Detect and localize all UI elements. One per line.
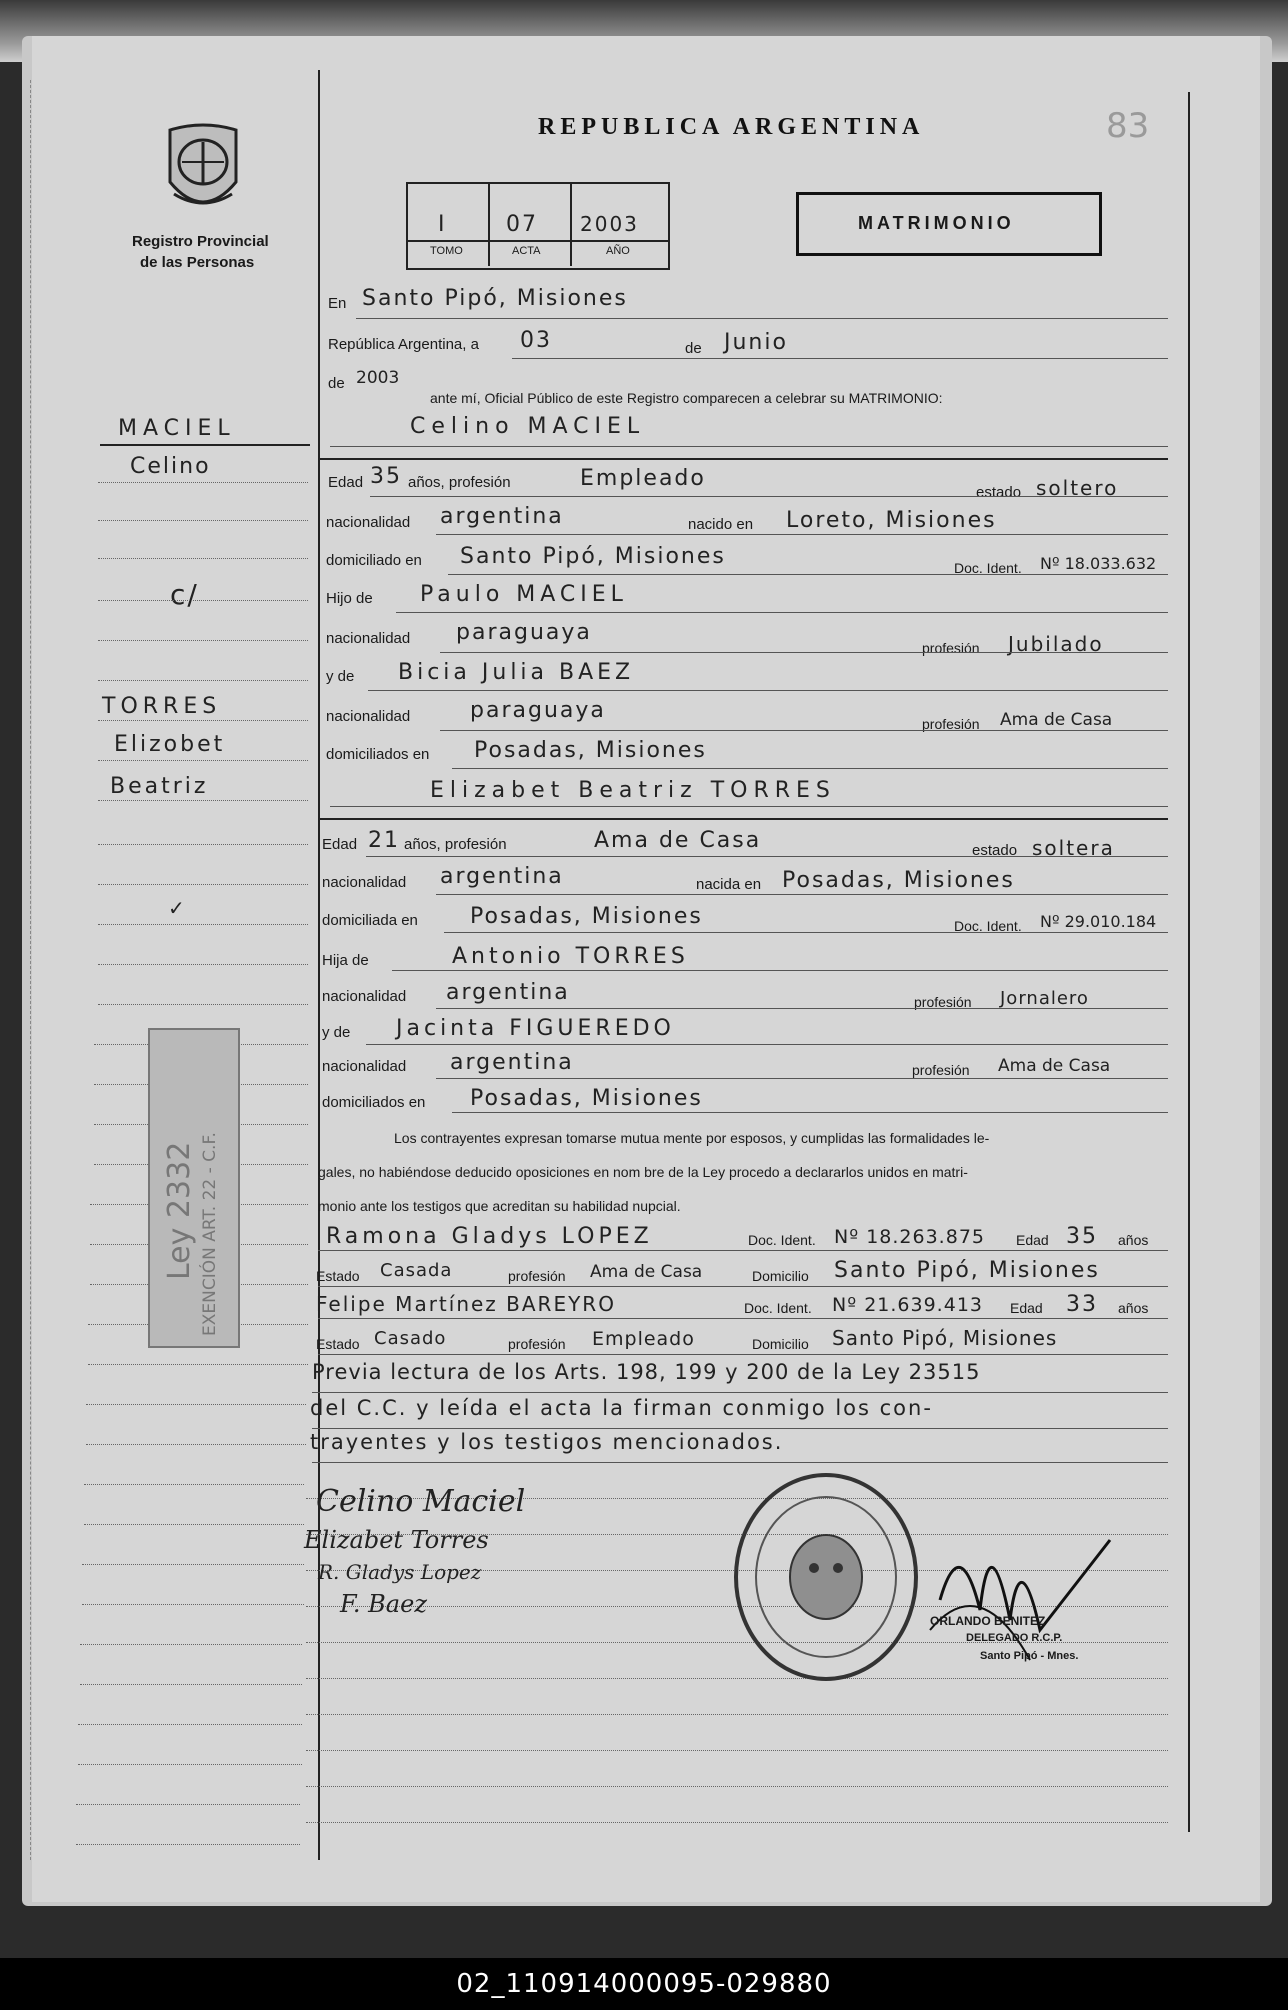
day-value: 03: [520, 328, 552, 353]
ano-value: 2003: [580, 212, 639, 236]
margin-groom-surname: MACIEL: [118, 416, 236, 441]
margin-line-0: [100, 444, 310, 446]
margin-line-5: [98, 640, 308, 641]
bride-birthplace: Posadas, Misiones: [782, 868, 1015, 893]
bride-age: 21: [368, 828, 400, 853]
witness2-civil-status: Casado: [374, 1328, 447, 1349]
margin-line-8: [98, 760, 308, 761]
witness1-name: Ramona Gladys LOPEZ: [326, 1224, 653, 1249]
bride-anos-prof-label: años, profesión: [404, 836, 507, 853]
binding-stitch: [30, 80, 32, 1860]
bride-full-name: Elizabet Beatriz TORRES: [430, 778, 836, 803]
official-round-stamp: [730, 1470, 922, 1684]
groom-mother-nationality: paraguaya: [470, 698, 606, 723]
declaration-line-1: Los contrayentes expresan tomarse mutua mente por esposos, y cumplidas las formalidades le-: [394, 1130, 990, 1146]
margin-bride-name-2: Beatriz: [110, 774, 209, 799]
margin-line-26: [84, 1484, 304, 1485]
witness1-doc-label: Doc. Ident.: [748, 1232, 816, 1248]
witness1-row2-line: [318, 1286, 1168, 1287]
republic-title: REPUBLICA ARGENTINA: [538, 114, 925, 140]
bride-doc-label: Doc. Ident.: [954, 918, 1022, 934]
bride-nacida-label: nacida en: [696, 876, 762, 893]
groom-yde-label: y de: [326, 668, 355, 685]
bride-row3-line: [444, 932, 1168, 933]
groom-mother-nat-label: nacionalidad: [326, 708, 411, 725]
bride-yde-label: y de: [322, 1024, 351, 1041]
act-table-divider-2: [570, 182, 572, 266]
bride-name-line: [330, 806, 1168, 807]
registry-line-2: de las Personas: [140, 254, 255, 271]
groom-father-profession: Jubilado: [1008, 632, 1104, 656]
groom-parents-dom-label: domiciliados en: [326, 746, 430, 763]
margin-line-14: [98, 1004, 308, 1005]
round-stamp-icon: [730, 1470, 922, 1684]
witness1-anos-label: años: [1118, 1232, 1149, 1248]
appear-statement: ante mí, Oficial Público de este Registro comparecen a celebrar su MATRIMONIO:: [430, 390, 943, 406]
groom-row4-line: [396, 612, 1168, 613]
bride-estado-label: estado: [972, 842, 1018, 859]
bride-doc: Nº 29.010.184: [1040, 912, 1157, 931]
witness2-anos-label: años: [1118, 1300, 1149, 1316]
groom-father: Paulo MACIEL: [420, 582, 628, 607]
registry-line-1: Registro Provincial: [132, 233, 269, 250]
tomo-label: TOMO: [430, 245, 463, 257]
bride-nac-label: nacionalidad: [322, 874, 407, 891]
en-label: En: [328, 295, 347, 312]
witness2-domicile: Santo Pipó, Misiones: [832, 1326, 1058, 1350]
exemption-stamp-line-1: Ley 2332: [162, 1141, 197, 1280]
margin-line-12: [98, 924, 308, 925]
left-margin-rule: [318, 70, 320, 1860]
margin-line-23: [88, 1364, 308, 1365]
margin-bride-surname: TORRES: [102, 694, 222, 719]
groom-domicile: Santo Pipó, Misiones: [460, 544, 726, 569]
margin-connector: c/: [170, 578, 199, 611]
closing-row1-line: [312, 1392, 1168, 1393]
acta-label: ACTA: [512, 245, 541, 257]
official-title: DELEGADO R.C.P.: [966, 1632, 1063, 1644]
margin-bride-name-1: Elizobet: [114, 732, 226, 757]
bride-mother-prof-label: profesión: [912, 1062, 970, 1078]
groom-nationality: argentina: [440, 504, 564, 529]
groom-mother: Bicia Julia BAEZ: [398, 660, 635, 685]
witness2-name: Felipe Martínez BAREYRO: [316, 1292, 616, 1316]
ano-label: AÑO: [606, 245, 630, 257]
margin-line-24: [86, 1404, 306, 1405]
bride-parents-domicile: Posadas, Misiones: [470, 1086, 703, 1111]
margin-line-10: [98, 844, 308, 845]
bride-nationality: argentina: [440, 864, 564, 889]
act-type-label: MATRIMONIO: [858, 213, 1015, 233]
witness1-estado-label: Estado: [316, 1268, 360, 1284]
margin-line-25: [86, 1444, 306, 1445]
groom-mother-prof-label: profesión: [922, 716, 980, 732]
groom-row3-line: [448, 574, 1168, 575]
exemption-stamp-line-2: EXENCIÓN ART. 22 - C.F.: [200, 1132, 220, 1336]
groom-row7-line: [440, 730, 1168, 731]
registry-seal: [160, 122, 246, 218]
seal-emblem-icon: [160, 122, 246, 218]
bride-section-rule: [318, 818, 1168, 820]
witness2-edad-label: Edad: [1010, 1300, 1043, 1316]
margin-line-34: [76, 1804, 300, 1805]
signature-groom: Celino Maciel: [316, 1484, 526, 1519]
margin-line-13: [98, 964, 308, 965]
footer-identifier: 02_110914000095-029880: [0, 1958, 1288, 2010]
witness2-row1-line: [318, 1318, 1168, 1319]
bride-mother-nationality: argentina: [450, 1050, 574, 1075]
margin-line-11: [98, 884, 308, 885]
official-place: Santo Pipó - Mnes.: [980, 1650, 1079, 1662]
margin-line-27: [84, 1524, 304, 1525]
de-label: de: [685, 340, 702, 357]
bride-domicile: Posadas, Misiones: [470, 904, 703, 929]
republica-label: República Argentina, a: [328, 336, 479, 353]
margin-line-33: [78, 1764, 302, 1765]
signature-witness2: F. Baez: [340, 1590, 427, 1618]
year-value: 2003: [356, 368, 400, 388]
witness1-dom-label: Domicilio: [752, 1268, 809, 1284]
margin-line-2: [98, 520, 308, 521]
witness2-doc: Nº 21.639.413: [832, 1294, 983, 1316]
witness2-dom-label: Domicilio: [752, 1336, 809, 1352]
act-table-label-rule: [406, 240, 668, 242]
margin-tick: ✓: [168, 896, 187, 920]
margin-line-1: [98, 482, 308, 483]
witness1-profession: Ama de Casa: [590, 1262, 703, 1282]
sig-ruled-line-8: [306, 1750, 1168, 1751]
bride-mother-profession: Ama de Casa: [998, 1056, 1111, 1076]
act-table-divider-1: [488, 182, 490, 266]
witness2-prof-label: profesión: [508, 1336, 566, 1352]
declaration-line-3: monio ante los testigos que acreditan su habilidad nupcial.: [318, 1198, 681, 1214]
groom-parents-domicile: Posadas, Misiones: [474, 738, 707, 763]
bride-parents-dom-label: domiciliados en: [322, 1094, 426, 1111]
groom-edad-label: Edad: [328, 474, 364, 491]
groom-doc: Nº 18.033.632: [1040, 554, 1157, 573]
date-line: [512, 358, 1168, 359]
witness2-estado-label: Estado: [316, 1336, 360, 1352]
page-number: 83: [1106, 106, 1150, 146]
bride-father-nationality: argentina: [446, 980, 570, 1005]
bride-mother: Jacinta FIGUEREDO: [396, 1016, 675, 1041]
groom-father-nationality: paraguaya: [456, 620, 592, 645]
closing-line-1: Previa lectura de los Arts. 198, 199 y 200 de la Ley 23515: [312, 1360, 981, 1384]
groom-row5-line: [440, 652, 1168, 653]
sig-ruled-line-10: [306, 1822, 1168, 1823]
groom-nacido-label: nacido en: [688, 516, 754, 533]
groom-anos-prof-label: años, profesión: [408, 474, 511, 491]
bride-father-prof-label: profesión: [914, 994, 972, 1010]
declaration-line-2: gales, no habiéndose deducido oposiciones en nom bre de la Ley procedo a declararlos unidos en matri-: [318, 1164, 968, 1180]
closing-line-2: del C.C. y leída el acta la firman conmigo los con-: [310, 1396, 933, 1420]
margin-line-4: [98, 600, 308, 601]
margin-line-9: [98, 800, 308, 801]
groom-father-prof-label: profesión: [922, 640, 980, 656]
month-value: Junio: [724, 330, 788, 355]
witness1-row1-line: [318, 1250, 1168, 1251]
official-signature: [920, 1510, 1120, 1670]
bride-father: Antonio TORRES: [452, 944, 689, 969]
groom-estado-label: estado: [976, 484, 1022, 501]
groom-row8-line: [452, 768, 1168, 769]
bride-row7-line: [436, 1078, 1168, 1079]
bride-edad-label: Edad: [322, 836, 358, 853]
bride-row2-line: [436, 894, 1168, 895]
groom-civil-status: soltero: [1036, 476, 1119, 500]
signature-bride: Elizabet Torres: [304, 1526, 489, 1554]
groom-profession: Empleado: [580, 466, 706, 491]
place-value: Santo Pipó, Misiones: [362, 286, 628, 311]
bride-mother-nat-label: nacionalidad: [322, 1058, 407, 1075]
sig-ruled-line-7: [306, 1714, 1168, 1715]
groom-mother-profession: Ama de Casa: [1000, 710, 1113, 730]
margin-line-6: [98, 680, 308, 681]
margin-line-28: [82, 1564, 304, 1565]
witness2-age: 33: [1066, 1292, 1098, 1317]
margin-line-7: [98, 720, 308, 721]
margin-line-35: [76, 1844, 300, 1845]
groom-row6-line: [368, 690, 1168, 691]
bride-row8-line: [452, 1112, 1168, 1113]
groom-full-name: Celino MACIEL: [410, 414, 646, 439]
groom-hijo-label: Hijo de: [326, 590, 373, 607]
bride-row6-line: [366, 1044, 1168, 1045]
bride-civil-status: soltera: [1032, 836, 1115, 860]
bride-hija-label: Hija de: [322, 952, 369, 969]
acta-value: 07: [506, 212, 538, 237]
tomo-value: I: [438, 212, 447, 237]
bride-row5-line: [436, 1008, 1168, 1009]
witness1-age: 35: [1066, 1224, 1098, 1249]
official-name: ORLANDO BENITEZ: [930, 1614, 1046, 1628]
bride-father-profession: Jornalero: [1000, 988, 1089, 1009]
de2-label: de: [328, 375, 345, 392]
bride-father-nat-label: nacionalidad: [322, 988, 407, 1005]
bride-profession: Ama de Casa: [594, 828, 762, 853]
witness1-civil-status: Casada: [380, 1260, 453, 1281]
groom-section-rule: [320, 458, 1168, 460]
margin-line-3: [98, 558, 308, 559]
groom-row1-line: [370, 496, 1168, 497]
bride-row1-line: [366, 856, 1168, 857]
groom-dom-label: domiciliado en: [326, 552, 422, 569]
witness1-edad-label: Edad: [1016, 1232, 1049, 1248]
place-line: [356, 318, 1168, 319]
groom-birthplace: Loreto, Misiones: [786, 508, 997, 533]
groom-nac-label: nacionalidad: [326, 514, 411, 531]
bride-row4-line: [392, 970, 1168, 971]
closing-row2-line: [312, 1428, 1168, 1429]
groom-father-nat-label: nacionalidad: [326, 630, 411, 647]
sig-ruled-line-9: [306, 1786, 1168, 1787]
witness1-domicile: Santo Pipó, Misiones: [834, 1258, 1100, 1283]
witness2-doc-label: Doc. Ident.: [744, 1300, 812, 1316]
witness2-profession: Empleado: [592, 1328, 695, 1350]
margin-groom-name: Celino: [130, 454, 211, 479]
bride-dom-label: domiciliada en: [322, 912, 418, 929]
groom-doc-label: Doc. Ident.: [954, 560, 1022, 576]
margin-line-29: [82, 1604, 304, 1605]
signature-scribble-icon: [920, 1510, 1120, 1670]
groom-age: 35: [370, 464, 402, 489]
margin-line-31: [80, 1684, 302, 1685]
closing-row3-line: [312, 1462, 1168, 1463]
signature-witness1: R. Gladys Lopez: [318, 1560, 482, 1584]
groom-name-line: [330, 446, 1168, 447]
witness1-doc: Nº 18.263.875: [834, 1226, 985, 1248]
witness2-row2-line: [318, 1354, 1168, 1355]
groom-row2-line: [436, 534, 1168, 535]
right-margin-rule: [1188, 92, 1190, 1832]
closing-line-3: trayentes y los testigos mencionados.: [310, 1430, 784, 1454]
margin-line-32: [78, 1724, 302, 1725]
witness1-prof-label: profesión: [508, 1268, 566, 1284]
margin-line-30: [80, 1644, 302, 1645]
